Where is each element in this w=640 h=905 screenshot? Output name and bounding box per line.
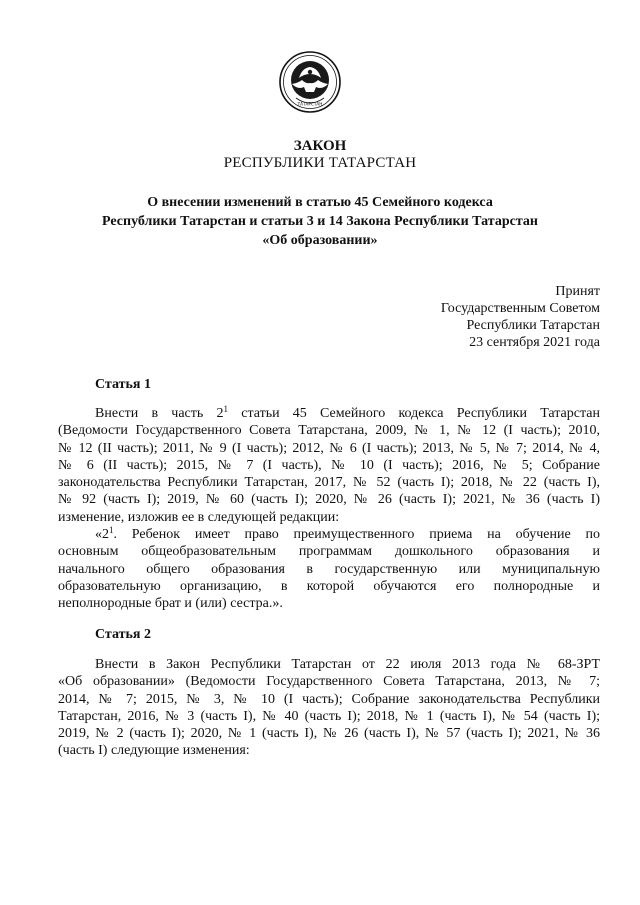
paragraph-line: начального общего образования в государственную или муниципальную [58,561,600,577]
paragraph-line: (часть I) следующие изменения: [58,743,250,759]
coat-of-arms-emblem-icon [278,50,342,114]
article-2-paragraph-1 [58,656,600,760]
adoption-date: 23 сентября 2021 года [469,335,600,350]
adoption-line: Принят [555,284,600,299]
adoption-line: Государственным Советом [440,301,600,316]
paragraph-line: № 6 (II часть); 2015, № 7 (I часть), № 10 (I часть); 2016, № 5; Собрание [58,457,600,473]
paragraph-line: Внести в часть $2^1$ статьи 45 Семейного кодекса Республики Татарстан [95,405,600,421]
article-1-paragraph-1 [58,405,600,526]
paragraph-line: 2014, № 7; 2015, № 3, № 10 (I часть); Собрание законодательства Республики [58,691,600,707]
adoption-block [441,283,600,351]
subject-line: Республики Татарстан и статьи 3 и 14 Закона Республики Татарстан [102,214,538,229]
paragraph-line: «Об образовании» (Ведомости Государственного Совета Татарстана, 2013, № 7; [58,674,600,690]
law-title: ЗАКОН [293,138,347,154]
article-1-paragraph-2 [58,526,600,612]
superscript: 1 [223,405,228,414]
paragraph-line: № 92 (часть I); 2019, № 60 (часть I); 2020, № 26 (часть I); 2021, № 36 (часть I) [58,492,600,508]
adoption-line: Республики Татарстан [466,318,600,333]
paragraph-line: «$2^1$. Ребенок имеет право преимущественного приема на обучение по [95,526,600,542]
paragraph-line: № 12 (II часть); 2011, № 9 (I часть); 2012, № 6 (I часть); 2013, № 5, № 7; 2014, № 4, [58,440,600,456]
svg-text:ТАТАРСТАН: ТАТАРСТАН [297,101,323,107]
paragraph-line: неполнородные брат и (или) сестра.». [58,596,283,612]
article-2-title: Статья 2 [95,627,151,642]
subject-line: «Об образовании» [262,233,378,248]
paragraph-line: Татарстан, 2016, № 3 (часть I), № 40 (часть I); 2018, № 1 (часть I), № 54 (часть I); [58,708,600,724]
paragraph-line: Внести в Закон Республики Татарстан от 22 июля 2013 года № 68-ЗРТ [95,657,600,672]
paragraph-line: основным общеобразовательным программам дошкольного образования и [58,544,600,560]
superscript: 1 [109,526,114,535]
paragraph-line: изменение, изложив ее в следующей редакции: [58,509,340,525]
law-subject [0,193,640,250]
paragraph-line: 2019, № 2 (часть I); 2020, № 1 (часть I), № 26 (часть I), № 57 (часть I); 2021, № 36 [58,726,600,742]
law-subtitle: РЕСПУБЛИКИ ТАТАРСТАН [223,155,417,171]
paragraph-line: (Ведомости Государственного Совета Татарстана, 2009, № 1, № 12 (I часть); 2010, [58,423,600,439]
subject-line: О внесении изменений в статью 45 Семейного кодекса [147,195,493,210]
paragraph-line: законодательства Республики Татарстан, 2017, № 52 (часть I); 2018, № 22 (часть I), [58,475,600,491]
paragraph-line: образовательную организацию, в которой обучаются его полнородные и [58,578,600,594]
article-1-title: Статья 1 [95,377,151,392]
